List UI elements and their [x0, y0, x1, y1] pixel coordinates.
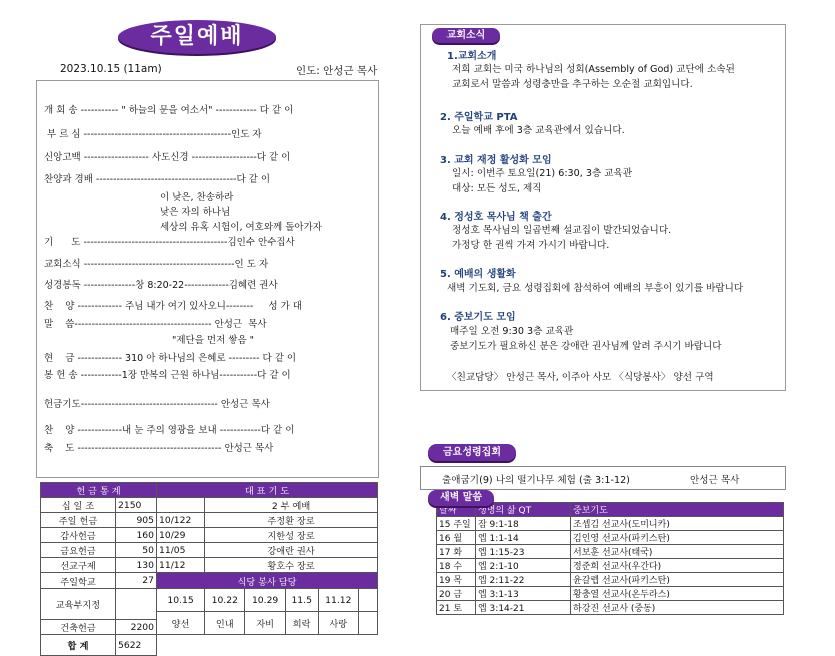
table-row — [437, 573, 784, 587]
service-leader: 인도: 안성근 목사 — [296, 65, 378, 77]
news-title-1: 1.교회소개 — [447, 51, 497, 62]
news-title-2: 2. 주일학교 PTA — [440, 112, 518, 123]
dawn-qt: 엡 2:1-10 — [476, 559, 571, 573]
praise-song-2: 낮은 자의 하나님 — [160, 207, 231, 218]
prayer-name: 주정환 장로 — [205, 513, 378, 528]
offering-header: 헌 금 통 계 — [41, 483, 157, 498]
offering-table — [40, 482, 378, 656]
table-row — [437, 587, 784, 601]
dawn-qt: 잠 9:1-18 — [476, 517, 571, 531]
offering-label: 선교구제 — [41, 558, 116, 573]
news-line: 일시: 이번주 토요일(21) 6:30, 3층 교육관 — [452, 168, 633, 179]
dawn-service-label: 새벽 말씀 — [428, 490, 494, 506]
sermon-title: "제단을 먼저 쌓음 " — [172, 335, 255, 346]
news-line: 매주일 오전 9:30 3층 교육관 — [450, 326, 574, 337]
meal-empty-cell — [359, 612, 378, 635]
praise-song-1: 이 낮은, 찬송하라 — [160, 192, 234, 203]
prayer-date: 11/05 — [157, 543, 205, 558]
meal-date: 10.29 — [245, 589, 285, 612]
offering-label: 감사헌금 — [41, 528, 116, 543]
dawn-prayer: 윤갈렙 선교사(파키스탄) — [571, 573, 784, 587]
service-date: 2023.10.15 (11am) — [60, 63, 162, 75]
friday-service-text: 출애굽기(9) 나의 떨기나무 체험 (출 3:1-12) — [442, 475, 630, 486]
dawn-prayer: 황충열 선교사(온두라스) — [571, 587, 784, 601]
offering-value: 160 — [116, 528, 157, 543]
dawn-date: 16 월 — [437, 531, 476, 545]
offering-label: 금요헌금 — [41, 543, 116, 558]
order-item-call: 부 르 심 -------------------------------------------인도 자 — [44, 129, 262, 140]
dawn-date: 20 금 — [437, 587, 476, 601]
news-line: 새벽 기도회, 금요 성령집회에 참석하여 예배의 부흥이 있기를 바랍니다 — [447, 283, 744, 294]
table-row — [437, 601, 784, 615]
table-row — [437, 531, 784, 545]
dawn-qt: 엡 3:14-21 — [476, 601, 571, 615]
meal-group: 양선 — [157, 612, 205, 635]
prayer-date: 11/12 — [157, 558, 205, 573]
praise-song-3: 세상의 유혹 시험이, 여호와께 돌아가자 — [160, 222, 322, 233]
church-news-label: 교회소식 — [432, 28, 500, 43]
prayer-name: 2 부 예배 — [205, 498, 378, 513]
order-item-creed: 신앙고백 ------------------- 사도신경 -------------------다 같 이 — [44, 152, 291, 163]
dawn-date: 21 토 — [437, 601, 476, 615]
prayer-date: 10/29 — [157, 528, 205, 543]
dawn-qt: 엡 3:1-13 — [476, 587, 571, 601]
offering-label: 교육부지정 — [41, 589, 116, 620]
dawn-date: 17 화 — [437, 545, 476, 559]
order-item-offering-prayer: 헌금기도---------------------------------------- 안성근 목사 — [44, 399, 270, 410]
offering-value — [116, 589, 157, 620]
meal-group: 사랑 — [318, 612, 358, 635]
blank-cell — [157, 635, 378, 656]
dawn-date: 18 수 — [437, 559, 476, 573]
offering-value: 130 — [116, 558, 157, 573]
offering-label: 주일학교 — [41, 573, 116, 589]
dawn-date: 15 주일 — [437, 517, 476, 531]
offering-label: 십 일 조 — [41, 498, 116, 513]
order-item-praise: 찬양과 경배 -----------------------------------------다 같 이 — [44, 174, 271, 185]
bulletin-title: 주일예배 — [118, 20, 276, 54]
table-row — [437, 559, 784, 573]
news-title-3: 3. 교회 재정 활성화 모임 — [440, 155, 552, 166]
meal-date: 10.22 — [205, 589, 245, 612]
order-item-benediction: 축 도 ------------------------------------------ 안성근 목사 — [44, 443, 274, 454]
dawn-qt: 엡 1:15-23 — [476, 545, 571, 559]
offering-value: 905 — [116, 513, 157, 528]
offering-value: 27 — [116, 573, 157, 589]
news-title-6: 6. 중보기도 모임 — [440, 312, 516, 323]
order-item-hymn: 찬 양 -------------내 눈 주의 영광을 보내 ------------다 같 이 — [44, 425, 295, 436]
dawn-prayer: 하강진 선교사 (중동) — [571, 601, 784, 615]
news-title-4: 4. 정성호 목사님 책 출간 — [440, 212, 552, 223]
prayer-header: 대 표 기 도 — [157, 483, 378, 498]
order-item-prayer: 기 도 ------------------------------------------김인수 안수집사 — [44, 237, 295, 248]
dawn-prayer: 조셉김 선교사(도미니카) — [571, 517, 784, 531]
prayer-name: 강애란 권사 — [205, 543, 378, 558]
news-line: 오늘 예배 후에 3층 교육관에서 있습니다. — [452, 125, 625, 136]
order-item-offering: 현 금 ------------- 310 아 하나님의 은혜로 --------- 다 같 이 — [44, 353, 297, 364]
table-row — [437, 545, 784, 559]
prayer-name: 황호수 장로 — [205, 558, 378, 573]
news-line: 중보기도가 필요하신 분은 강애란 권사님께 알려 주시기 바랍니다 — [450, 341, 722, 352]
meal-date: 11.12 — [318, 589, 358, 612]
news-line: 대상: 모든 성도, 제직 — [452, 183, 542, 194]
offering-value: 2200 — [116, 620, 157, 635]
dawn-schedule-table — [436, 502, 784, 615]
prayer-date: 10/122 — [157, 513, 205, 528]
news-title-5: 5. 예배의 생활화 — [440, 269, 516, 280]
dawn-qt: 엡 1:1-14 — [476, 531, 571, 545]
prayer-name: 지한성 장로 — [205, 528, 378, 543]
offering-total-value: 5622 — [116, 635, 157, 656]
meal-date: 11.5 — [285, 589, 318, 612]
order-item-news: 교회소식 --------------------------------------------인 도 자 — [44, 259, 269, 270]
dawn-qt: 엡 2:11-22 — [476, 573, 571, 587]
meal-group: 인내 — [205, 612, 245, 635]
table-row — [437, 517, 784, 531]
meal-date: 10.15 — [157, 589, 205, 612]
order-item-opening: 개 회 송 ----------- " 하늘의 문을 여소서" ------------ 다 같 이 — [44, 105, 294, 116]
duty-line: 〈친교담당〉 안성근 목사, 이주아 사모 〈식당봉사〉 양선 구역 — [447, 372, 714, 383]
offering-value: 2150 — [116, 498, 157, 513]
news-line: 저희 교회는 미국 하나님의 성회(Assembly of God) 교단에 소속된 — [452, 64, 735, 75]
dawn-header-date: 날짜 — [437, 503, 476, 517]
meal-empty-cell — [359, 589, 378, 612]
offering-label: 주일 헌금 — [41, 513, 116, 528]
dawn-header-prayer: 중보기도 — [571, 503, 784, 517]
dawn-header-qt: 생명의 삶 QT — [476, 503, 571, 517]
offering-total-label: 합 계 — [41, 635, 116, 656]
meal-header: 식당 봉사 담당 — [157, 573, 378, 589]
friday-service-label: 금요성령집회 — [428, 444, 516, 461]
friday-service-speaker: 안성근 목사 — [690, 475, 740, 486]
dawn-prayer: 서보훈 선교사(태국) — [571, 545, 784, 559]
order-item-sermon: 말 씀---------------------------------------- 안성근 목사 — [44, 319, 267, 330]
news-line: 교회로서 말씀과 성령충만을 추구하는 오순절 교회입니다. — [452, 79, 693, 90]
dawn-prayer: 정준희 선교사(우간다) — [571, 559, 784, 573]
meal-group: 희락 — [285, 612, 318, 635]
order-item-scripture: 성경봉독 ---------------창 8:20-22-------------김혜련 권사 — [44, 280, 278, 291]
offering-label: 건축헌금 — [41, 620, 116, 635]
dawn-prayer: 김인영 선교사(파키스탄) — [571, 531, 784, 545]
prayer-date — [157, 498, 205, 513]
dawn-date: 19 목 — [437, 573, 476, 587]
order-item-choir: 찬 양 ------------- 주님 내가 여기 있사오니-------- 성 가 대 — [44, 301, 302, 312]
news-line: 가정당 한 권씩 가져 가시기 바랍니다. — [452, 240, 610, 251]
meal-group: 자비 — [245, 612, 285, 635]
offering-value: 50 — [116, 543, 157, 558]
news-line: 정성호 목사님의 일곱번째 설교집이 발간되었습니다. — [452, 225, 672, 236]
order-item-offertory: 봉 헌 송 ------------1장 만복의 근원 하나님-----------다 같 이 — [44, 370, 291, 381]
